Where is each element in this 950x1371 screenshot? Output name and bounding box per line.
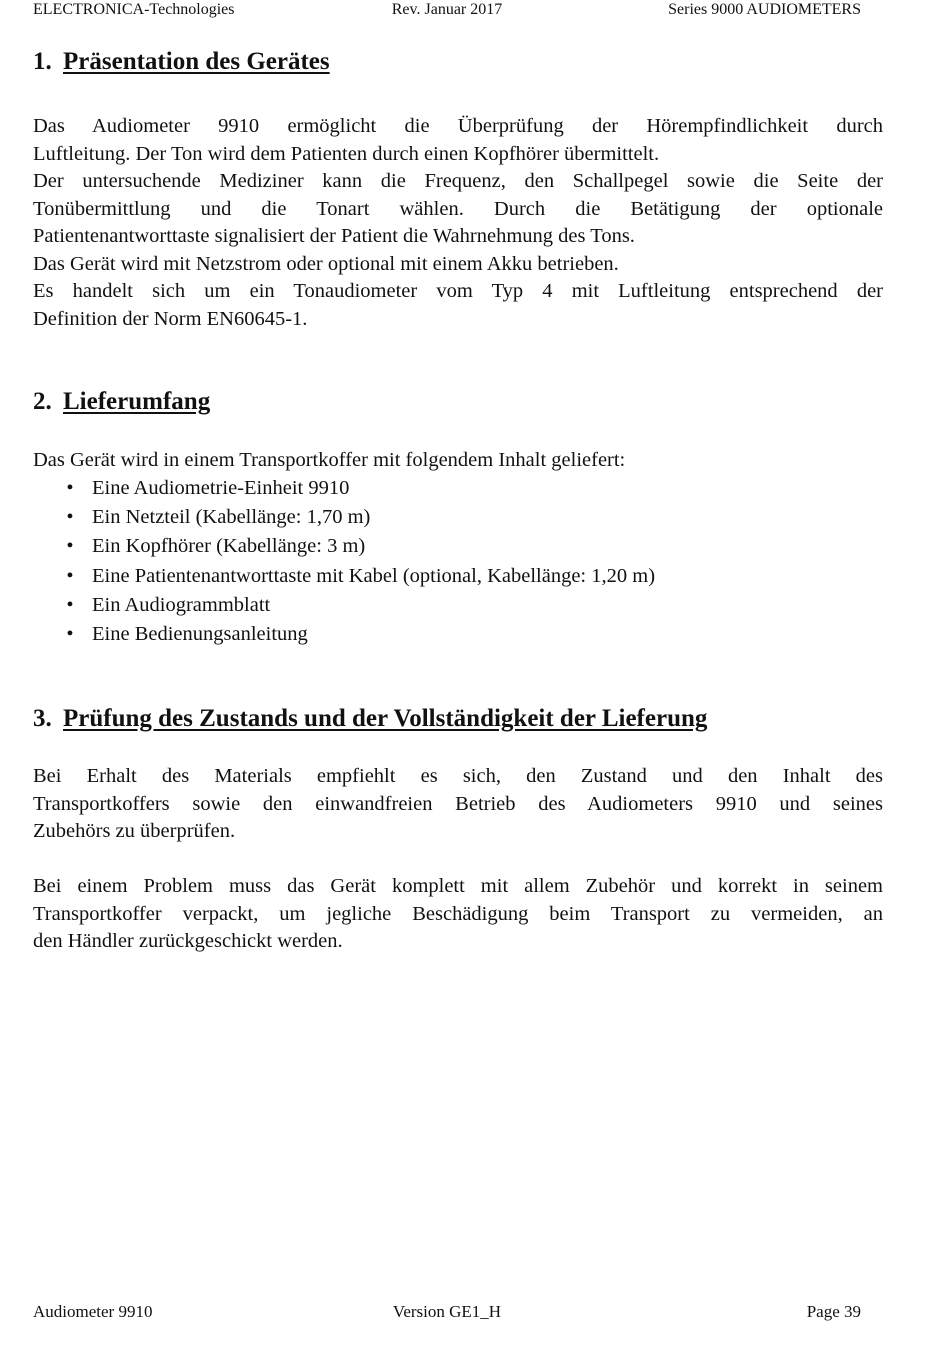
section-3-paragraph-1 (33, 763, 883, 846)
paragraph-line: Definition der Norm EN60645-1. (33, 307, 308, 330)
paragraph-line: Patientenantworttaste signalisiert der Patient die Wahrnehmung des Tons. (33, 225, 635, 247)
header-company: ELECTRONICA-Technologies (33, 1, 235, 18)
list-item (33, 562, 655, 591)
section-2-heading (33, 388, 210, 416)
section-3-number: 3. (33, 705, 52, 732)
paragraph-line: Zubehörs zu überprüfen. (33, 820, 236, 842)
list-item (33, 620, 655, 649)
paragraph-line: Es handelt sich um ein Tonaudiometer vom Typ 4 mit Luftleitung entsprechend der (33, 280, 883, 302)
list-item-text: Ein Audiogrammblatt (92, 593, 271, 616)
footer-page-number: Page 39 (806, 1302, 861, 1321)
bullet-icon: • (66, 506, 74, 529)
header-revision: Rev. Januar 2017 (391, 1, 503, 18)
paragraph-line: Bei einem Problem muss das Gerät komplett mit allem Zubehör und korrekt in seinem (33, 875, 883, 897)
section-1-title: Präsentation des Gerätes (63, 48, 330, 75)
footer-model: Audiometer 9910 (33, 1302, 153, 1321)
list-item (33, 503, 655, 532)
paragraph-line: Transportkoffer verpackt, um jegliche Beschädigung beim Transport zu vermeiden, an (33, 902, 883, 925)
page-footer (33, 1302, 861, 1324)
page-header (33, 1, 861, 23)
bullet-icon: • (66, 535, 74, 558)
paragraph-line: den Händler zurückgeschickt werden. (33, 930, 343, 952)
paragraph-line: Bei Erhalt des Materials empfiehlt es sich, den Zustand und den Inhalt des (33, 765, 883, 787)
section-3-heading (33, 705, 707, 733)
paragraph-line: Das Audiometer 9910 ermöglicht die Überprüfung der Hörempfindlichkeit durch (33, 115, 883, 137)
list-item-text: Eine Bedienungsanleitung (92, 622, 308, 645)
paragraph-line: Transportkoffers sowie den einwandfreien Betrieb des Audiometers 9910 und seines (33, 792, 883, 815)
paragraph-line: Der untersuchende Mediziner kann die Frequenz, den Schallpegel sowie die Seite der (33, 170, 883, 192)
section-1-heading (33, 48, 330, 76)
delivery-contents-list (33, 474, 655, 649)
section-1-number: 1. (33, 48, 52, 75)
list-item-text: Ein Netzteil (Kabellänge: 1,70 m) (92, 506, 371, 529)
list-item-text: Eine Patientenantworttaste mit Kabel (optional, Kabellänge: 1,20 m) (92, 564, 656, 587)
section-2-title: Lieferumfang (63, 388, 211, 415)
paragraph-line: Das Gerät wird in einem Transportkoffer mit folgendem Inhalt geliefert: (33, 449, 626, 471)
section-3-paragraph-2 (33, 873, 883, 956)
paragraph-line: Luftleitung. Der Ton wird dem Patienten durch einen Kopfhörer übermittelt. (33, 142, 660, 165)
list-item-text: Ein Kopfhörer (Kabellänge: 3 m) (92, 535, 366, 558)
bullet-icon: • (66, 622, 74, 645)
section-2-intro (33, 447, 883, 475)
paragraph-line: Das Gerät wird mit Netzstrom oder optional mit einem Akku betrieben. (33, 252, 619, 275)
list-item (33, 532, 655, 561)
header-series: Series 9000 AUDIOMETERS (668, 1, 861, 18)
footer-version: Version GE1_H (392, 1302, 502, 1321)
bullet-icon: • (66, 564, 74, 587)
bullet-icon: • (66, 593, 74, 616)
list-item-text: Eine Audiometrie-Einheit 9910 (92, 477, 350, 499)
list-item (33, 591, 655, 620)
paragraph-line: Tonübermittlung und die Tonart wählen. Durch die Betätigung der optionale (33, 197, 883, 220)
bullet-icon: • (66, 477, 74, 499)
section-1-paragraph (33, 113, 883, 333)
section-2-number: 2. (33, 388, 52, 415)
list-item (33, 474, 655, 503)
section-3-title: Prüfung des Zustands und der Vollständigkeit der Lieferung (63, 705, 708, 732)
